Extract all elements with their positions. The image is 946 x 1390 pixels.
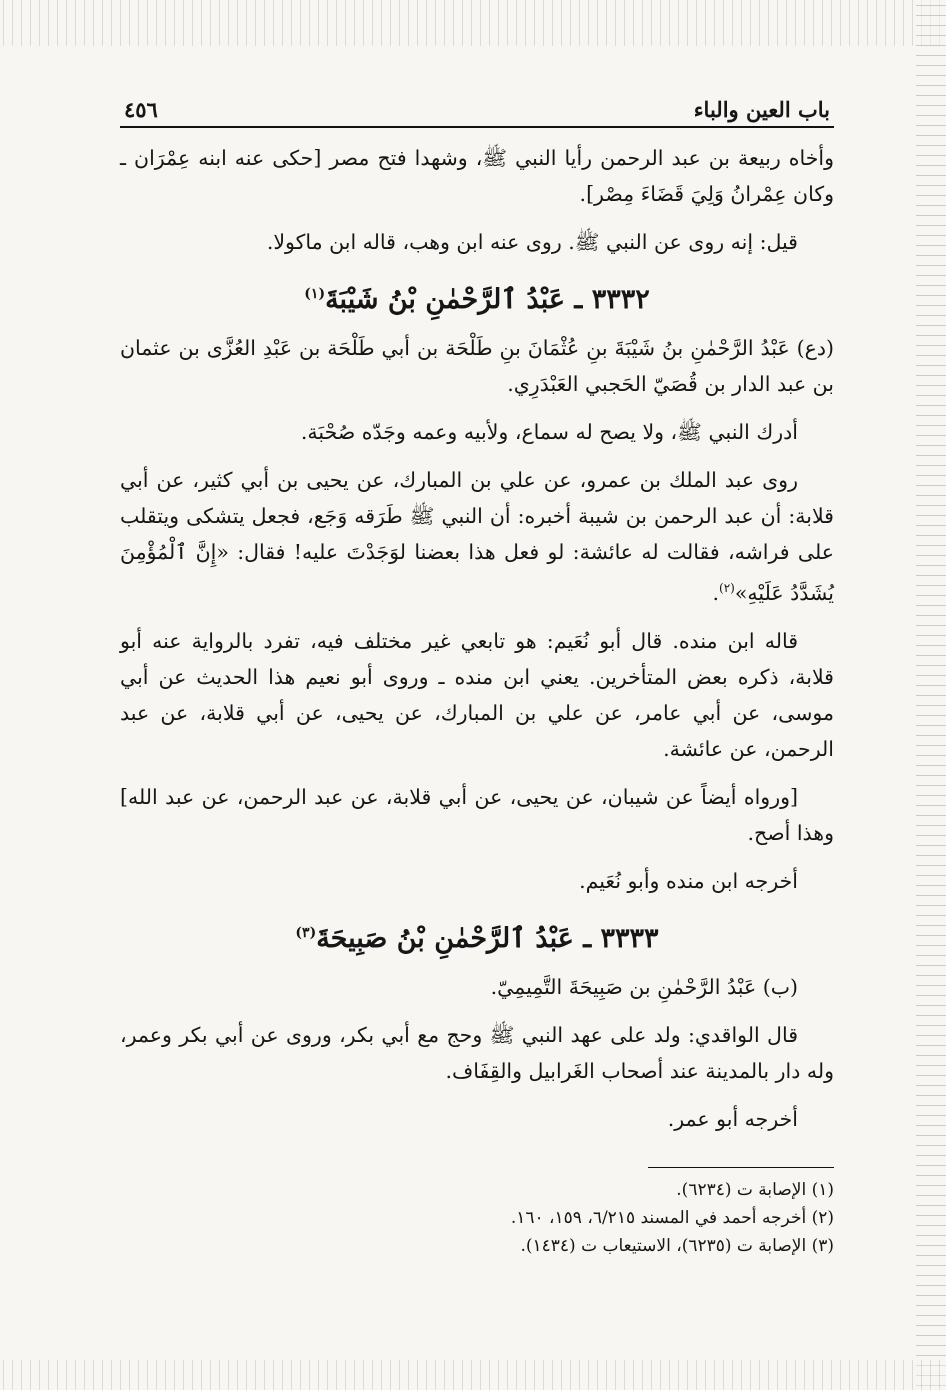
footnote-2: (٢) أخرجه أحمد في المسند ٦/٢١٥، ١٥٩، ١٦٠. [510,1207,834,1228]
entry-3333-source: أخرجه أبو عمر. [667,1106,798,1131]
page-number: ٤٥٦ [124,97,158,122]
footnote-marker-1[interactable]: (١) [304,286,326,302]
scan-edge-bottom [0,1360,946,1390]
running-head-title: باب العين والباء [693,97,830,122]
entry-3332-companionship: أدرك النبي ﷺ، ولا يصح له سماع، ولأبيه وعمه وجَدّه صُحْبَة. [300,420,798,444]
footnote-marker-2[interactable]: (٢) [719,581,735,595]
hadith-end: . [712,580,720,605]
entry-3332-hadith [120,462,834,611]
entry-3333-name: (ب) عَبْدُ الرَّحْمٰنِ بن صَبِيحَةَ التَّمِيمِيّ. [490,974,798,999]
running-head [120,84,834,128]
footnote-1: (١) الإصابة ت (٦٢٣٤). [676,1179,834,1200]
footnote-divider [648,1167,834,1168]
entry-3332-variant: [ورواه أيضاً عن شيبان، عن يحيى، عن أبي قلابة، عن عبد الرحمن، عن عبد الله] وهذا أصح. [120,784,834,845]
entry-3332-source: أخرجه ابن منده وأبو نُعَيم. [579,868,798,893]
footnote-marker-3[interactable]: (٣) [295,924,317,941]
scan-edge-right [916,0,946,1390]
entry-title-text: ٣٣٣٣ ـ عَبْدُ ٱلرَّحْمٰنِ بْنُ صَبِيحَةَ [316,922,659,954]
entry-3332-narrators: قاله ابن منده. قال أبو نُعَيم: هو تابعي غير مختلف فيه، تفرد بالرواية عنه أبو قلابة، ذكره بعض المتأخرين. يعني ابن منده ـ وروى أبو نعيم هذا الحديث عن أبي موسى، عن أبي عامر، عن علي بن المبارك، عن يحيى، عن أبي قلابة، عن عبد الرحمن، عن عائشة. [120,628,834,761]
entry-title-3333 [120,913,834,959]
entry-3332-lineage: (دع) عَبْدُ الرَّحْمٰنِ بنُ شَيْبَةَ بنِ عُثْمَانَ بنِ طَلْحَة بن أبي طَلْحَة بن عَبْدِ العُزَّى بن عثمان بن عبد الدار بن قُصَيّ الحَجبي العَبْدَرِي. [120,336,834,396]
book-page [120,84,834,1260]
entry-title-text: ٣٣٣٢ ـ عَبْدُ ٱلرَّحْمٰنِ بْنُ شَيْبَةَ [325,284,650,315]
hadith-text: روى عبد الملك بن عمرو، عن علي بن المبارك، عن يحيى بن أبي كثير، عن أبي قلابة: أن عبد الرحمن بن شيبة أخبره: أن النبي ﷺ طَرَقه وَجَع، فجعل يتشكى ويتقلب على فراشه، فقالت له عائشة: لو فعل هذا بعضنا لوَجَدْتَ عليه! فقال: «إِنَّ ٱلْمُؤْمِنَ يُشَدَّدُ عَلَيْهِ» [120,468,834,605]
footnote-3: (٣) الإصابة ت (٦٢٣٥)، الاستيعاب ت (١٤٣٤). [520,1235,834,1256]
paragraph-intro-1: وأخاه ربيعة بن عبد الرحمن رأيا النبي ﷺ، وشهدا فتح مصر [حكى عنه ابنه عِمْرَان ـ وكان عِمْرانُ وَلِيَ قَضَاءَ مِصْر]. [120,146,834,206]
entry-title-3332 [120,274,834,320]
scan-edge-top [0,0,946,46]
entry-3333-waqidi: قال الواقدي: ولد على عهد النبي ﷺ وحج مع أبي بكر، وروى عن أبي بكر وعمر، وله دار بالمدينة عند أصحاب الغَرابيل والقِفَاف. [120,1022,834,1083]
paragraph-intro-2: قيل: إنه روى عن النبي ﷺ. روى عنه ابن وهب، قاله ابن ماكولا. [266,230,798,254]
